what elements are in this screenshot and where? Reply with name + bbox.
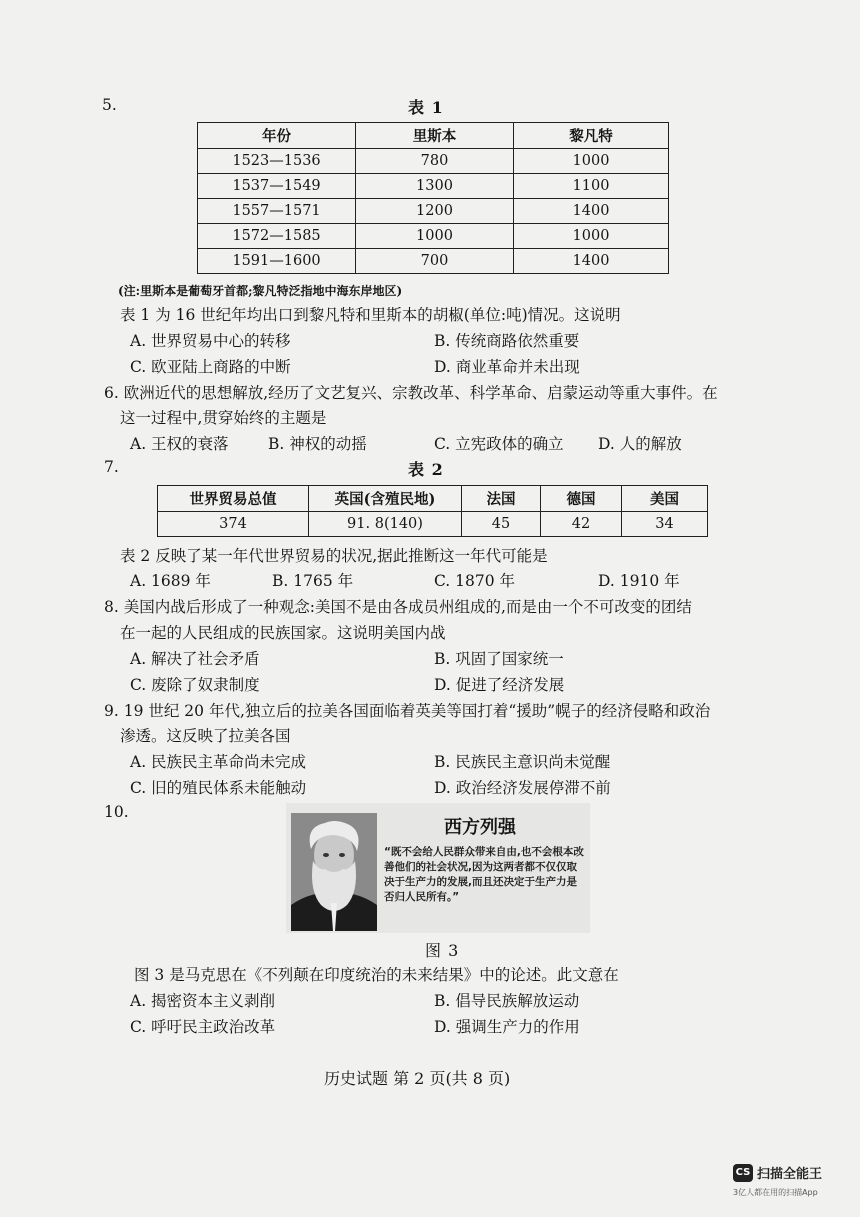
table-row: [158, 512, 708, 537]
option-d: D. 人的解放: [598, 435, 682, 453]
question-5-number: 5.: [102, 96, 117, 114]
table-cell: 1523—1536: [198, 149, 356, 174]
question-8-line-2: 在一起的人民组成的民族国家。这说明美国内战: [120, 624, 446, 642]
table-cell: 1537—1549: [198, 174, 356, 199]
option-a: A. 揭密资本主义剥削: [130, 992, 276, 1010]
table-cell: 1572—1585: [198, 224, 356, 249]
marx-portrait: [291, 813, 377, 931]
table-cell: 780: [356, 149, 514, 174]
question-10-stem: 图 3 是马克思在《不列颠在印度统治的未来结果》中的论述。此文意在: [134, 966, 619, 984]
table-cell: 1100: [514, 174, 669, 199]
table-cell: 34: [622, 512, 708, 537]
option-d: D. 1910 年: [598, 572, 680, 590]
table-header-row: [158, 486, 708, 512]
question-7-number: 7.: [104, 458, 119, 476]
table-cell: 1557—1571: [198, 199, 356, 224]
question-9-line-1: 9. 19 世纪 20 年代,独立后的拉美各国面临着英美等国打着“援助”幌子的经济侵略和政治: [104, 702, 711, 720]
table-cell: 700: [356, 249, 514, 274]
option-c: C. 呼吁民主政治改革: [130, 1018, 276, 1036]
option-b: B. 神权的动摇: [268, 435, 367, 453]
option-c: C. 欧亚陆上商路的中断: [130, 358, 291, 376]
table-header-cell: 世界贸易总值: [158, 486, 309, 512]
figure-3: [286, 803, 590, 933]
table-cell: 1300: [356, 174, 514, 199]
option-a: A. 民族民主革命尚未完成: [130, 753, 307, 771]
table-header-row: [198, 123, 669, 149]
question-7-stem: 表 2 反映了某一年代世界贸易的状况,据此推断这一年代可能是: [120, 547, 548, 565]
table-row: [198, 174, 669, 199]
option-b: B. 巩固了国家统一: [434, 650, 564, 668]
table-header-cell: 里斯本: [356, 123, 514, 149]
portrait-image: [291, 813, 377, 931]
question-8-line-1: 8. 美国内战后形成了一种观念:美国不是由各成员州组成的,而是由一个不可改变的团结: [104, 598, 692, 616]
watermark-name: 扫描全能王: [757, 1167, 823, 1182]
option-b: B. 倡导民族解放运动: [434, 992, 580, 1010]
question-9-line-2: 渗透。这反映了拉美各国: [120, 727, 291, 745]
table-cell: 1200: [356, 199, 514, 224]
question-6-line-2: 这一过程中,贯穿始终的主题是: [120, 409, 327, 427]
camscanner-logo-icon: CS: [733, 1164, 753, 1182]
table-cell: 1400: [514, 199, 669, 224]
option-b: B. 传统商路依然重要: [434, 332, 580, 350]
table-2: [157, 485, 708, 537]
option-d: D. 商业革命并未出现: [434, 358, 580, 376]
table-cell: 1000: [356, 224, 514, 249]
table-1: [197, 122, 669, 274]
table-cell: 42: [541, 512, 622, 537]
figure-3-caption: 图 3: [425, 941, 460, 960]
table-cell: 45: [462, 512, 541, 537]
table-1-caption: 表 1: [408, 98, 444, 117]
option-c: C. 旧的殖民体系未能触动: [130, 779, 307, 797]
option-a: A. 王权的衰落: [130, 435, 229, 453]
table-row: [198, 249, 669, 274]
option-d: D. 政治经济发展停滞不前: [434, 779, 611, 797]
option-d: D. 强调生产力的作用: [434, 1018, 580, 1036]
table-cell: 374: [158, 512, 309, 537]
marx-quote: “既不会给人民群众带来自由,也不会根本改善他们的社会状况,因为这两者都不仅仅取决于生产力的发展,而且还决定于生产力是否归人民所有。”: [384, 846, 584, 903]
table-1-note: (注:里斯本是葡萄牙首都;黎凡特泛指地中海东岸地区): [118, 284, 403, 298]
option-c: C. 1870 年: [434, 572, 516, 590]
table-cell: 91. 8(140): [309, 512, 462, 537]
option-c: C. 废除了奴隶制度: [130, 676, 260, 694]
option-a: A. 世界贸易中心的转移: [130, 332, 291, 350]
option-a: A. 解决了社会矛盾: [130, 650, 260, 668]
table-cell: 1591—1600: [198, 249, 356, 274]
table-cell: 1400: [514, 249, 669, 274]
option-c: C. 立宪政体的确立: [434, 435, 564, 453]
figure-title: 西方列强: [444, 817, 516, 838]
watermark-subtitle: 3亿人都在用的扫描App: [733, 1188, 818, 1197]
option-a: A. 1689 年: [130, 572, 211, 590]
table-header-cell: 年份: [198, 123, 356, 149]
table-header-cell: 美国: [622, 486, 708, 512]
page-footer: 历史试题 第 2 页(共 8 页): [324, 1069, 511, 1088]
question-10-number: 10.: [104, 803, 129, 821]
option-b: B. 1765 年: [272, 572, 354, 590]
table-row: [198, 149, 669, 174]
question-6-line-1: 6. 欧洲近代的思想解放,经历了文艺复兴、宗教改革、科学革命、启蒙运动等重大事件。在: [104, 384, 718, 402]
table-row: [198, 224, 669, 249]
table-header-cell: 法国: [462, 486, 541, 512]
table-header-cell: 英国(含殖民地): [309, 486, 462, 512]
question-5-stem: 表 1 为 16 世纪年均出口到黎凡特和里斯本的胡椒(单位:吨)情况。这说明: [120, 306, 621, 324]
table-header-cell: 德国: [541, 486, 622, 512]
table-cell: 1000: [514, 149, 669, 174]
table-row: [198, 199, 669, 224]
table-cell: 1000: [514, 224, 669, 249]
option-b: B. 民族民主意识尚未觉醒: [434, 753, 611, 771]
option-d: D. 促进了经济发展: [434, 676, 565, 694]
table-2-caption: 表 2: [408, 460, 444, 479]
table-header-cell: 黎凡特: [514, 123, 669, 149]
